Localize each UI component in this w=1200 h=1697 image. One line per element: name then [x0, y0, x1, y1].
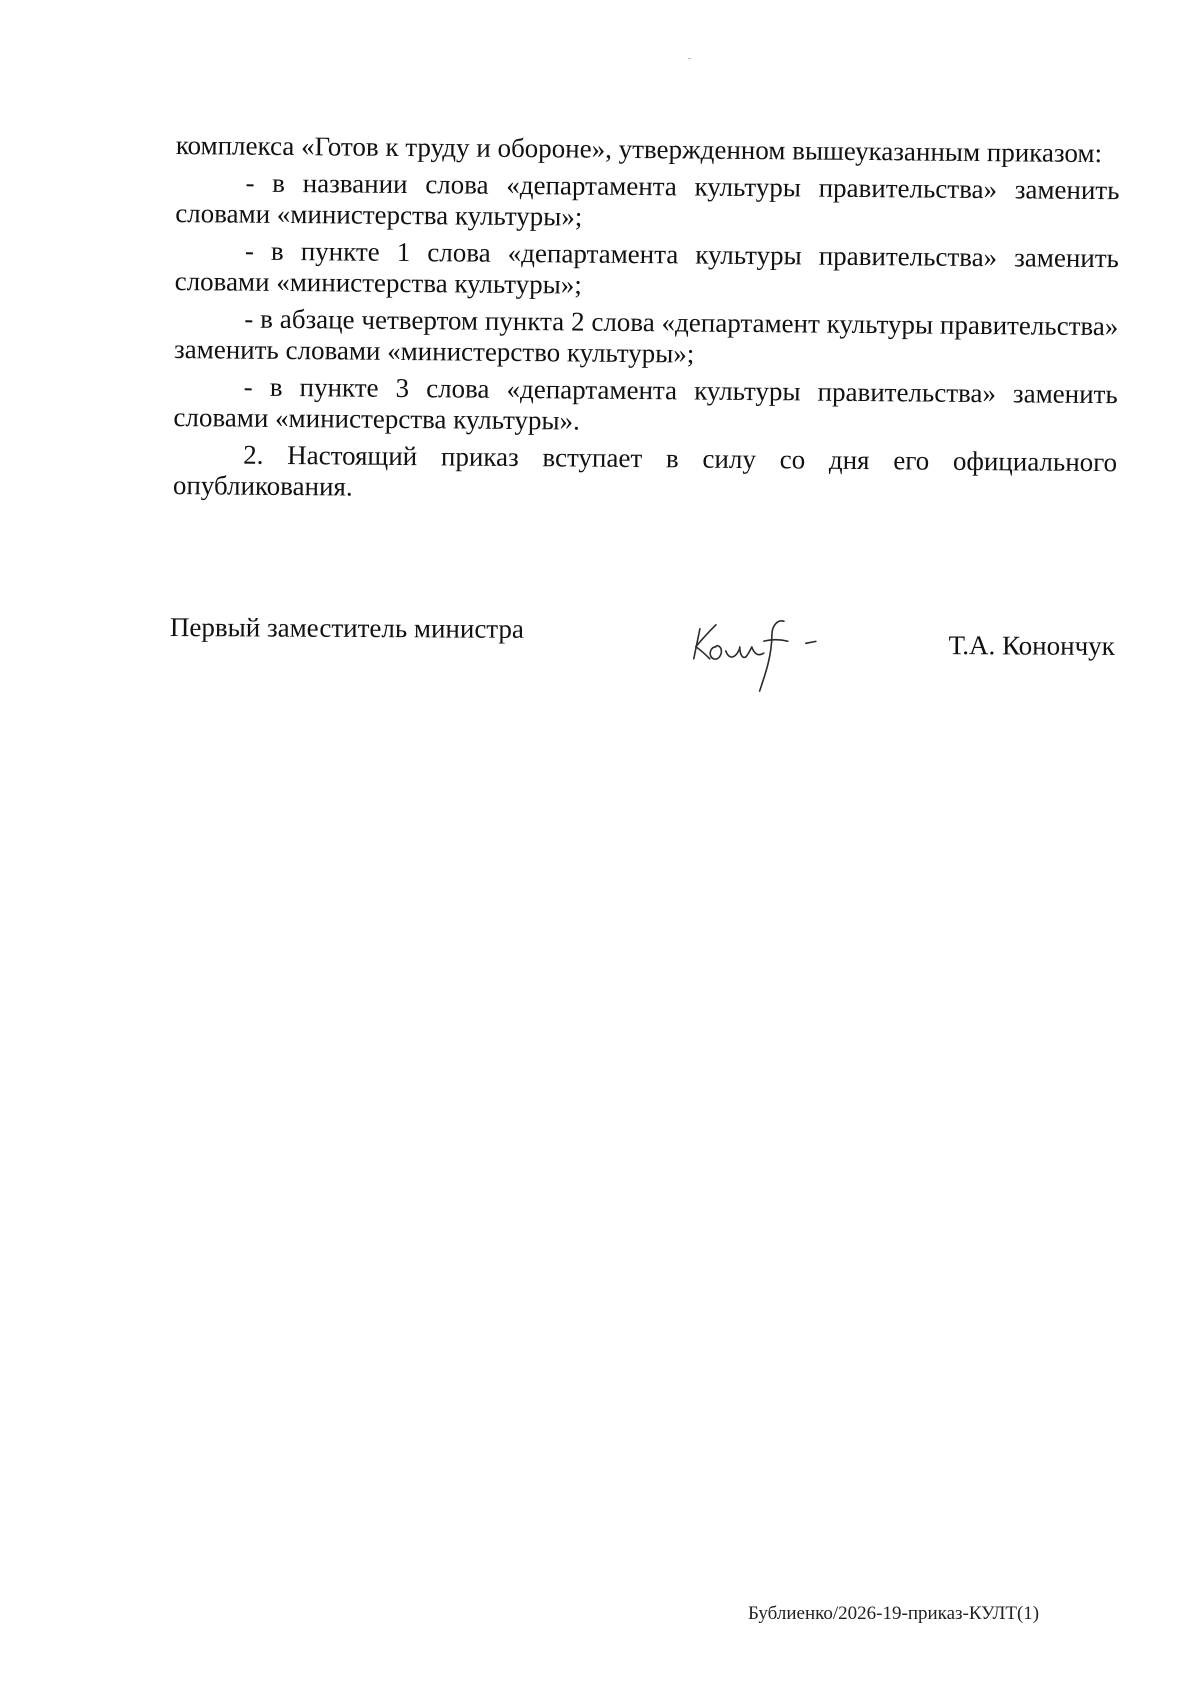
- paragraph-effective-date: 2. Настоящий приказ вступает в силу со дня его официального опубликования.: [172, 439, 1118, 502]
- signature-block: [170, 612, 1115, 687]
- paragraph-amendment-point-2: - в абзаце четвертом пункта 2 слова «департамент культуры правительства» заменить словами «министерство культуры»;: [173, 303, 1119, 369]
- signatory-name: Т.А. Конончук: [948, 630, 1115, 661]
- scan-speck: [688, 58, 691, 59]
- paragraph-continuation: комплекса «Готов к труду и обороне», утвержденном вышеуказанным приказом:: [175, 130, 1103, 169]
- paragraph-amendment-point-1: - в пункте 1 слова «департамента культуры правительства» заменить словами «министерства культуры»;: [174, 235, 1120, 300]
- document-reference-footer: Бублиенко/2026-19-приказ-КУЛТ(1): [748, 1603, 1040, 1624]
- document-body: [173, 130, 1120, 515]
- paragraph-amendment-point-3: - в пункте 3 слова «департамента культуры правительства» заменить словами «министерства культуры».: [173, 371, 1118, 436]
- handwritten-signature: [686, 607, 846, 698]
- signatory-position: Первый заместитель министра: [169, 612, 525, 644]
- paragraph-amendment-title: - в названии слова «департамента культуры правительства» заменить словами «министерства культуры»;: [175, 167, 1120, 232]
